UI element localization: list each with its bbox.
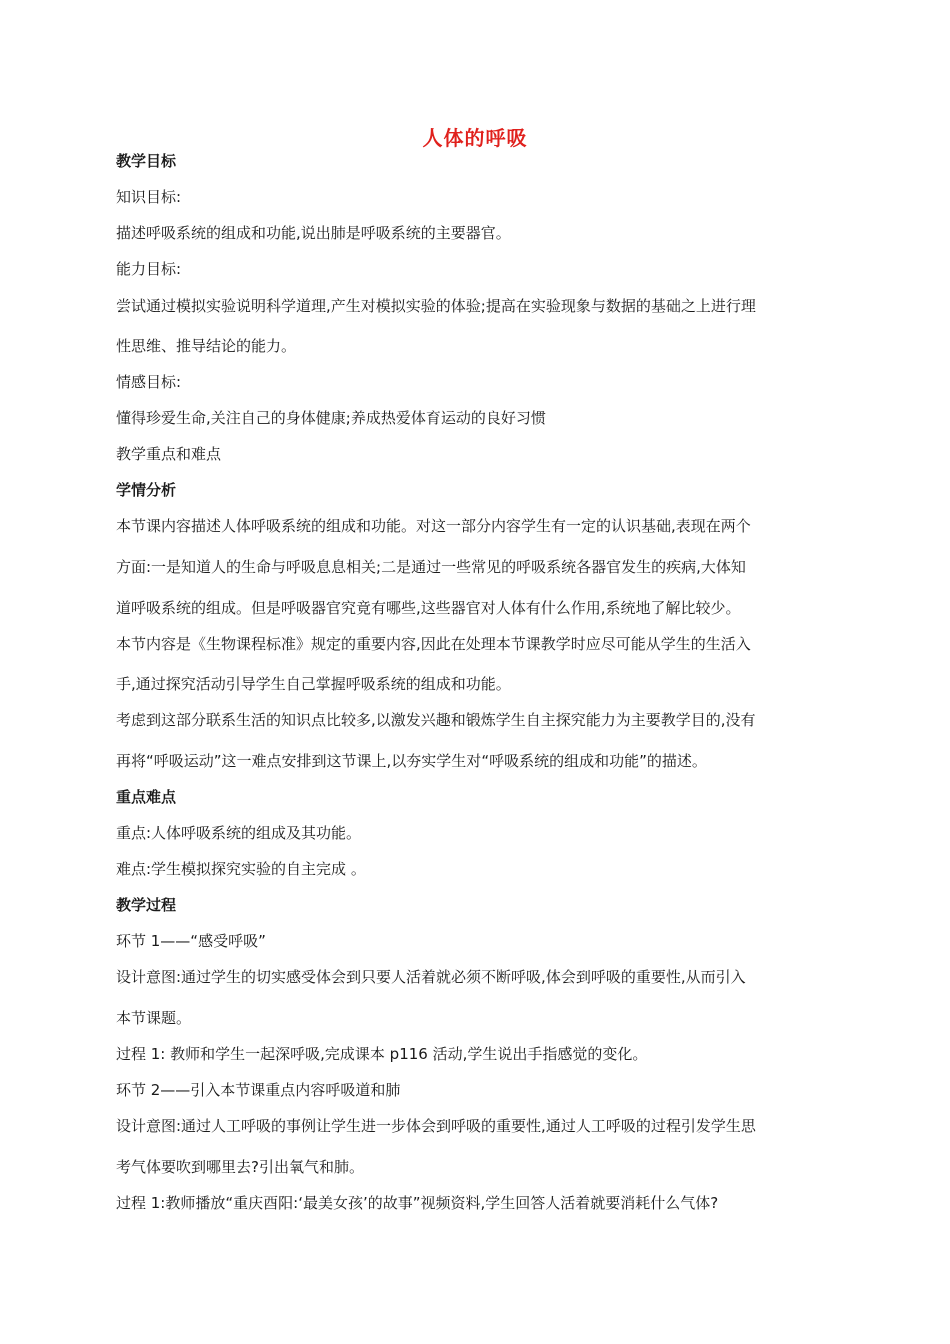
paragraph-line: 本节内容是《生物课程标准》规定的重要内容,因此在处理本节课教学时应尽可能从学生的生活入 xyxy=(116,635,751,653)
section-step-2: 环节 2——引入本节课重点内容呼吸道和肺 xyxy=(116,1081,401,1099)
paragraph-line: 道呼吸系统的组成。但是呼吸器官究竟有哪些,这些器官对人体有什么作用,系统地了解比较少。 xyxy=(116,599,741,617)
difficulty-line: 难点:学生模拟探究实验的自主完成 。 xyxy=(116,860,366,878)
paragraph-line: 方面:一是知道人的生命与呼吸息息相关;二是通过一些常见的呼吸系统各器官发生的疾病,大体知 xyxy=(116,558,746,576)
heading-student-analysis: 学情分析 xyxy=(116,481,177,499)
paragraph-line: 尝试通过模拟实验说明科学道理,产生对模拟实验的体验;提高在实验现象与数据的基础之上进行理 xyxy=(116,297,756,315)
process-line: 过程 1: 教师和学生一起深呼吸,完成课本 p116 活动,学生说出手指感觉的变化。 xyxy=(116,1045,648,1063)
heading-teaching-goals: 教学目标 xyxy=(116,152,177,170)
paragraph-line: 性思维、推导结论的能力。 xyxy=(116,337,297,355)
paragraph-line: 描述呼吸系统的组成和功能,说出肺是呼吸系统的主要器官。 xyxy=(116,224,511,242)
paragraph-line: 再将“呼吸运动”这一难点安排到这节课上,以夯实学生对“呼吸系统的组成和功能”的描述。 xyxy=(116,752,707,770)
paragraph-line: 考虑到这部分联系生活的知识点比较多,以激发兴趣和锻炼学生自主探究能力为主要教学目的,没有 xyxy=(116,711,756,729)
paragraph-line: 设计意图:通过人工呼吸的事例让学生进一步体会到呼吸的重要性,通过人工呼吸的过程引发学生思 xyxy=(116,1117,756,1135)
paragraph-line: 设计意图:通过学生的切实感受体会到只要人活着就必须不断呼吸,体会到呼吸的重要性,从而引入 xyxy=(116,968,746,986)
knowledge-goal-label: 知识目标: xyxy=(116,188,182,206)
ability-goal-label: 能力目标: xyxy=(116,260,182,278)
process-line: 过程 1:教师播放“重庆酉阳:‘最美女孩’的故事”视频资料,学生回答人活着就要消耗什么气体? xyxy=(116,1194,719,1212)
paragraph-line: 考气体要吹到哪里去?引出氧气和肺。 xyxy=(116,1158,364,1176)
paragraph-line: 本节课内容描述人体呼吸系统的组成和功能。对这一部分内容学生有一定的认识基础,表现在两个 xyxy=(116,517,751,535)
heading-teaching-process: 教学过程 xyxy=(116,896,177,914)
section-step-1: 环节 1——“感受呼吸” xyxy=(116,932,266,950)
focus-line: 重点:人体呼吸系统的组成及其功能。 xyxy=(116,824,362,842)
document-title: 人体的呼吸 xyxy=(422,126,528,150)
paragraph-line: 懂得珍爱生命,关注自己的身体健康;养成热爱体育运动的良好习惯 xyxy=(116,409,546,427)
paragraph-line: 手,通过探究活动引导学生自己掌握呼吸系统的组成和功能。 xyxy=(116,675,511,693)
paragraph-line: 本节课题。 xyxy=(116,1009,192,1027)
emotion-goal-label: 情感目标: xyxy=(116,373,182,391)
heading-focus-difficulty: 重点难点 xyxy=(116,788,177,806)
heading-key-points: 教学重点和难点 xyxy=(116,445,222,463)
